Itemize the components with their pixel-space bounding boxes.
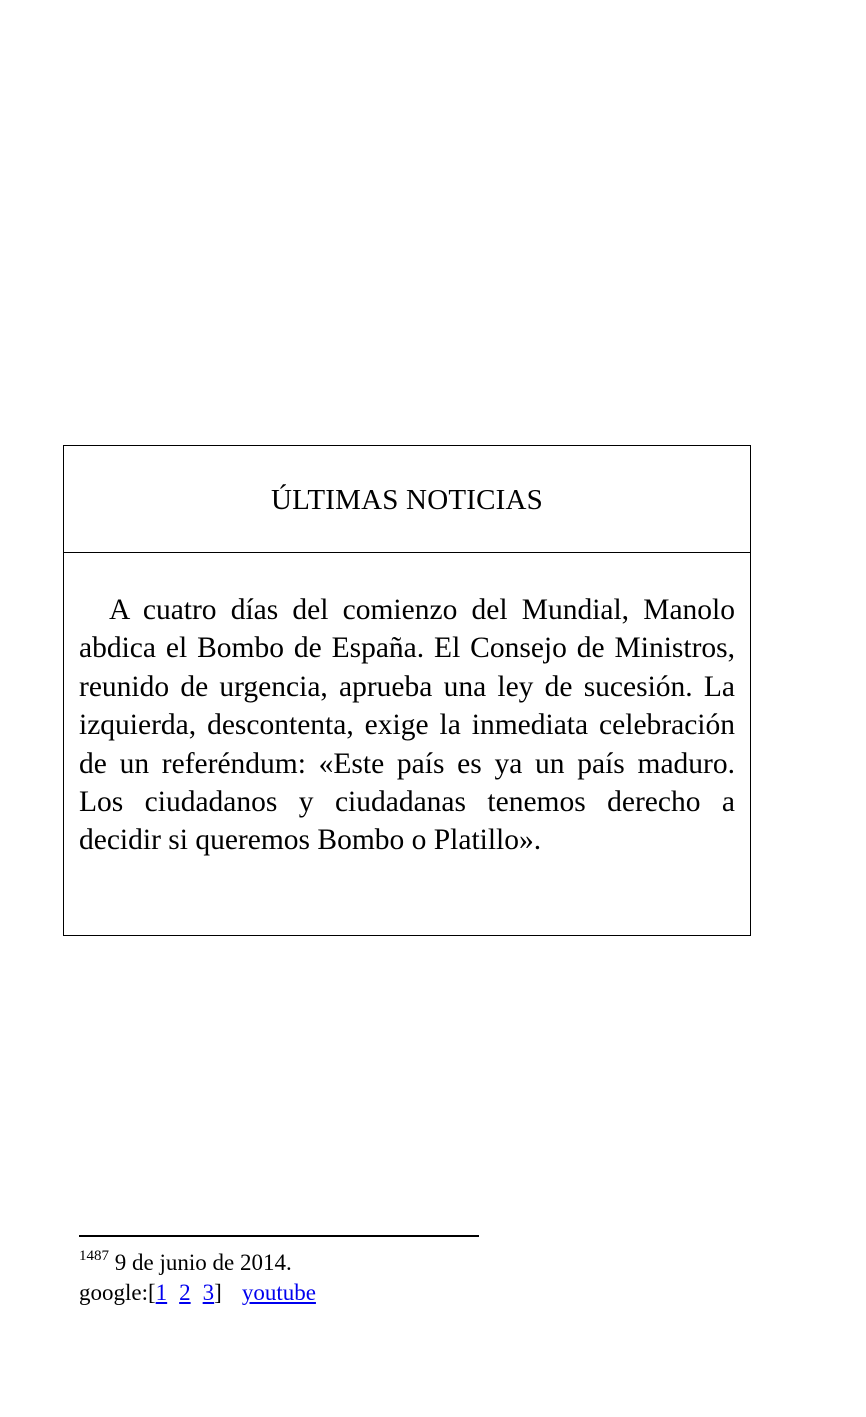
google-link-1[interactable]: 1 [155,1280,168,1305]
news-title: ÚLTIMAS NOTICIAS [270,483,543,516]
news-body [64,553,750,860]
footnote-links [79,1278,316,1308]
google-links-suffix: ] [214,1280,222,1305]
youtube-link[interactable]: youtube [241,1280,316,1305]
footnote-number: 1487 [79,1248,109,1264]
google-link-2[interactable]: 2 [179,1280,191,1305]
news-paragraph: A cuatro días del comienzo del Mundial, Manolo abdica el Bombo de España. El Consejo de Ministros, reunido de urgencia, aprueba una ley de sucesión. La izquierda, descontenta, exige la inmediata celebración de un referéndum: «Este país es ya un país maduro. Los ciudadanos y ciudadanas tenemos derecho a decidir si queremos Bombo o Platillo». [79,594,735,857]
footnote [79,1248,316,1308]
footnote-text: 9 de junio de 2014. [114,1250,292,1275]
google-links-prefix: google:[ [79,1280,156,1305]
news-box [63,445,751,936]
footnote-separator [79,1235,479,1237]
footnote-line [79,1248,316,1278]
google-link-3[interactable]: 3 [202,1280,215,1305]
news-header [64,446,750,553]
